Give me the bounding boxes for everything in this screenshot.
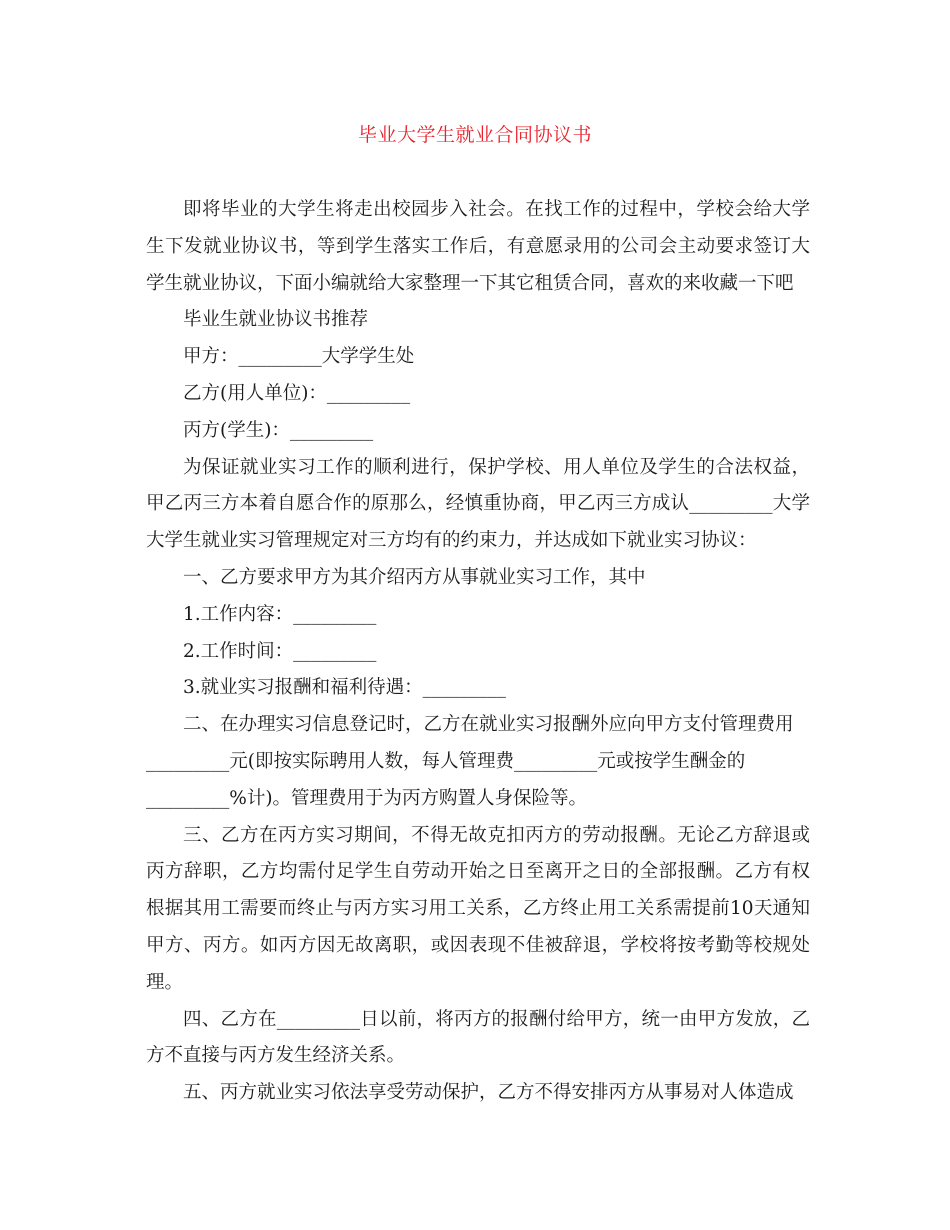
party-b-line: 乙方(用人单位)：_________ (183, 382, 411, 404)
clause-two-fee-line-1: _________元(即按实际聘用人数，每人管理费_________元或按学生酬金的 (146, 750, 746, 772)
clause-one: 一、乙方要求甲方为其介绍丙方从事就业实习工作，其中 (183, 566, 646, 588)
party-c-line: 丙方(学生)：_________ (183, 419, 374, 441)
clause-two: 二、在办理实习信息登记时，乙方在就业实习报酬外应向甲方支付管理费用 (183, 714, 794, 736)
clause-one-item-1: 1.工作内容：_________ (183, 603, 377, 625)
purpose-paragraph: 为保证就业实习工作的顺利进行，保护学校、用人单位及学生的合法权益，甲乙丙三方本着自愿合作的原那么，经慎重协商，甲乙丙三方成认_________大学大学生就业实习管理规定对三方均有的约束力，并达成如下就业实习协议： (146, 456, 810, 552)
clause-one-item-2: 2.工作时间：_________ (183, 640, 377, 662)
section-heading: 毕业生就业协议书推荐 (183, 309, 369, 331)
clause-three: 三、乙方在丙方实习期间，不得无故克扣丙方的劳动报酬。无论乙方辞退或丙方辞职，乙方均需付足学生自劳动开始之日至离开之日的全部报酬。乙方有权根据其用工需要而终止与丙方实习用工关系，乙方终止用工关系需提前10天通知甲方、丙方。如丙方因无故离职，或因表现不佳被辞退，学校将按考勤等校规处理。 (146, 824, 810, 993)
intro-paragraph: 即将毕业的大学生将走出校园步入社会。在找工作的过程中，学校会给大学生下发就业协议书，等到学生落实工作后，有意愿录用的公司会主动要求签订大学生就业协议，下面小编就给大家整理一下其它租赁合同，喜欢的来收藏一下吧 (146, 199, 810, 294)
clause-two-fee-line-2: _________%计)。管理费用于为丙方购置人身保险等。 (146, 787, 588, 809)
document-body (146, 192, 810, 1112)
clause-four: 四、乙方在_________日以前，将丙方的报酬付给甲方，统一由甲方发放，乙方不直接与丙方发生经济关系。 (146, 1008, 810, 1067)
clause-five: 五、丙方就业实习依法享受劳动保护，乙方不得安排丙方从事易对人体造成 (183, 1082, 794, 1104)
clause-one-item-3: 3.就业实习报酬和福利待遇：_________ (183, 677, 506, 699)
document-title: 毕业大学生就业合同协议书 (357, 124, 592, 146)
party-a-line: 甲方：_________大学学生处 (183, 346, 415, 368)
